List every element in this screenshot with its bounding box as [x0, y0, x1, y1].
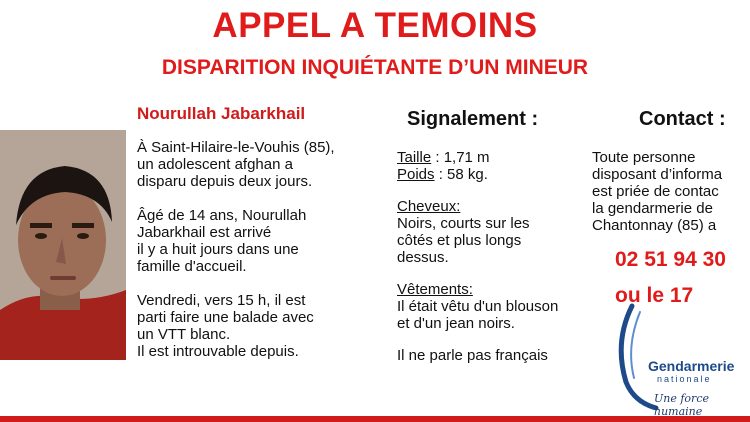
hair-block [397, 198, 597, 266]
size-block [397, 149, 597, 183]
person-name: Nourullah Jabarkhail [137, 104, 306, 123]
height-value: : 1,71 m [431, 149, 490, 166]
person-column [137, 104, 387, 377]
logo-subtitle: nationale [657, 374, 712, 384]
text-line: Noirs, courts sur les [397, 215, 530, 232]
logo-name: Gendarmerie [648, 358, 735, 374]
text-line: Chantonnay (85) a [592, 217, 717, 234]
emergency-number: ou le 17 [615, 284, 694, 307]
contact-column [592, 108, 750, 308]
contact-heading: Contact : [639, 108, 726, 130]
text-line: Vendredi, vers 15 h, il est [137, 292, 306, 309]
logo-motto: Une force humaine [654, 392, 709, 418]
text-line: Jabarkhail est arrivé [137, 224, 272, 241]
text-line: disposant d’informa [592, 166, 723, 183]
hair-label: Cheveux: [397, 198, 461, 215]
text-line: un adolescent afghan a [137, 156, 293, 173]
text-line: disparu depuis deux jours. [137, 173, 313, 190]
text-line: et d'un jean noirs. [397, 315, 515, 332]
text-line: famille d'accueil. [137, 258, 247, 275]
description-column [397, 108, 597, 364]
description-heading: Signalement : [407, 108, 539, 130]
clothes-block [397, 281, 597, 332]
text-line: Il était vêtu d'un blouson [397, 298, 559, 315]
weight-value: : 58 kg. [434, 166, 488, 183]
text-line: il y a huit jours dans une [137, 241, 299, 258]
text-line: Il est introuvable depuis. [137, 343, 299, 360]
text-line: est priée de contac [592, 183, 719, 200]
text-line: Âgé de 14 ans, Nourullah [137, 207, 307, 224]
page-title: APPEL A TEMOINS [212, 6, 538, 45]
text-line: un VTT blanc. [137, 326, 231, 343]
age-paragraph [137, 207, 387, 275]
height-label: Taille [397, 149, 432, 166]
person-photo [0, 130, 126, 360]
text-line: À Saint-Hilaire-le-Vouhis (85), [137, 139, 335, 156]
text-line: côtés et plus longs [397, 232, 522, 249]
text-line: dessus. [397, 249, 449, 266]
text-line: parti faire une balade avec [137, 309, 314, 326]
clothes-label: Vêtements: [397, 281, 473, 298]
page-subtitle: DISPARITION INQUIÉTANTE D’UN MINEUR [161, 56, 589, 79]
text-line: Toute personne [592, 149, 696, 166]
intro-paragraph [137, 139, 387, 190]
contact-phone[interactable]: 02 51 94 30 [615, 248, 726, 271]
language-note: Il ne parle pas français [397, 347, 548, 364]
text-line: la gendarmerie de [592, 200, 713, 217]
weight-label: Poids [397, 166, 435, 183]
circumstances-paragraph [137, 292, 387, 360]
